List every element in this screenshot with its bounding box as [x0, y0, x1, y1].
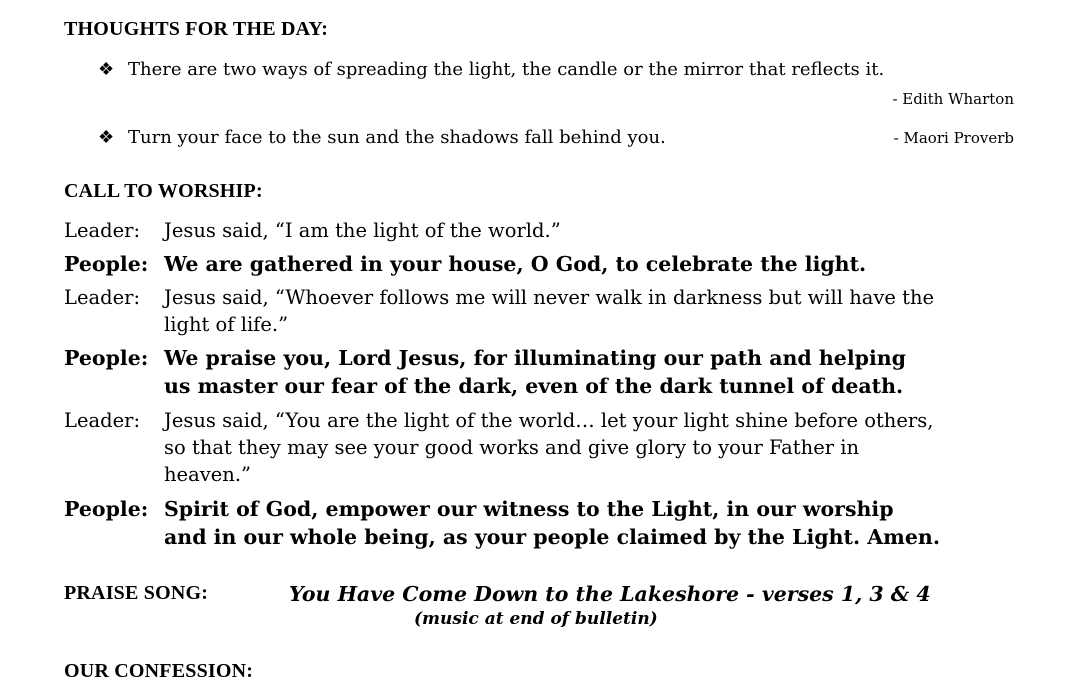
leader-line-continued — [64, 463, 1024, 493]
speaker-label: Leader: — [64, 219, 141, 242]
line-text: We are gathered in your house, O God, to celebrate the light. — [164, 252, 867, 276]
line-text: light of life.” — [164, 313, 289, 336]
leader-line — [64, 219, 1024, 249]
leader-line — [64, 409, 1024, 439]
line-text: and in our whole being, as your people claimed by the Light. Amen. — [164, 525, 940, 549]
thoughts-heading: THOUGHTS FOR THE DAY: — [64, 18, 329, 40]
line-text: Jesus said, “I am the light of the world.” — [164, 219, 561, 242]
speaker-label: Leader: — [64, 286, 141, 309]
confession-heading: OUR CONFESSION: — [64, 660, 254, 682]
speaker-label: People: — [64, 252, 149, 276]
speaker-label: People: — [64, 497, 149, 521]
people-line — [64, 346, 1024, 376]
line-text: We praise you, Lord Jesus, for illuminating our path and helping — [164, 346, 906, 370]
thought-item-1 — [98, 59, 884, 80]
line-text: us master our fear of the dark, even of the dark tunnel of death. — [164, 374, 904, 398]
leader-line-continued — [64, 313, 1024, 343]
line-text: heaven.” — [164, 463, 252, 486]
diamond-bullet-icon: ❖ — [98, 59, 115, 80]
call-to-worship-heading: CALL TO WORSHIP: — [64, 180, 263, 202]
people-line — [64, 497, 1024, 527]
people-line — [64, 252, 1024, 282]
line-text: Jesus said, “You are the light of the world… let your light shine before others, — [164, 409, 934, 432]
leader-line — [64, 286, 1024, 316]
leader-line-continued — [64, 436, 1024, 466]
speaker-label: Leader: — [64, 409, 141, 432]
line-text: Spirit of God, empower our witness to the Light, in our worship — [164, 497, 894, 521]
people-line-continued — [64, 374, 1024, 404]
diamond-bullet-icon: ❖ — [98, 127, 115, 148]
line-text: Jesus said, “Whoever follows me will never walk in darkness but will have the — [164, 286, 935, 309]
line-text: so that they may see your good works and give glory to your Father in — [164, 436, 860, 459]
people-line-continued — [64, 525, 1024, 555]
praise-song-note: (music at end of bulletin) — [414, 609, 658, 629]
praise-song-title: You Have Come Down to the Lakeshore - verses 1, 3 & 4 — [289, 582, 931, 606]
thought-item-2 — [98, 127, 666, 148]
speaker-label: People: — [64, 346, 149, 370]
thought-attribution: - Maori Proverb — [893, 129, 1014, 147]
thought-attribution: - Edith Wharton — [892, 90, 1014, 108]
praise-song-label: PRAISE SONG: — [64, 582, 209, 604]
thought-quote: There are two ways of spreading the light, the candle or the mirror that reflects it. — [128, 59, 885, 80]
thought-quote: Turn your face to the sun and the shadows fall behind you. — [128, 127, 666, 148]
